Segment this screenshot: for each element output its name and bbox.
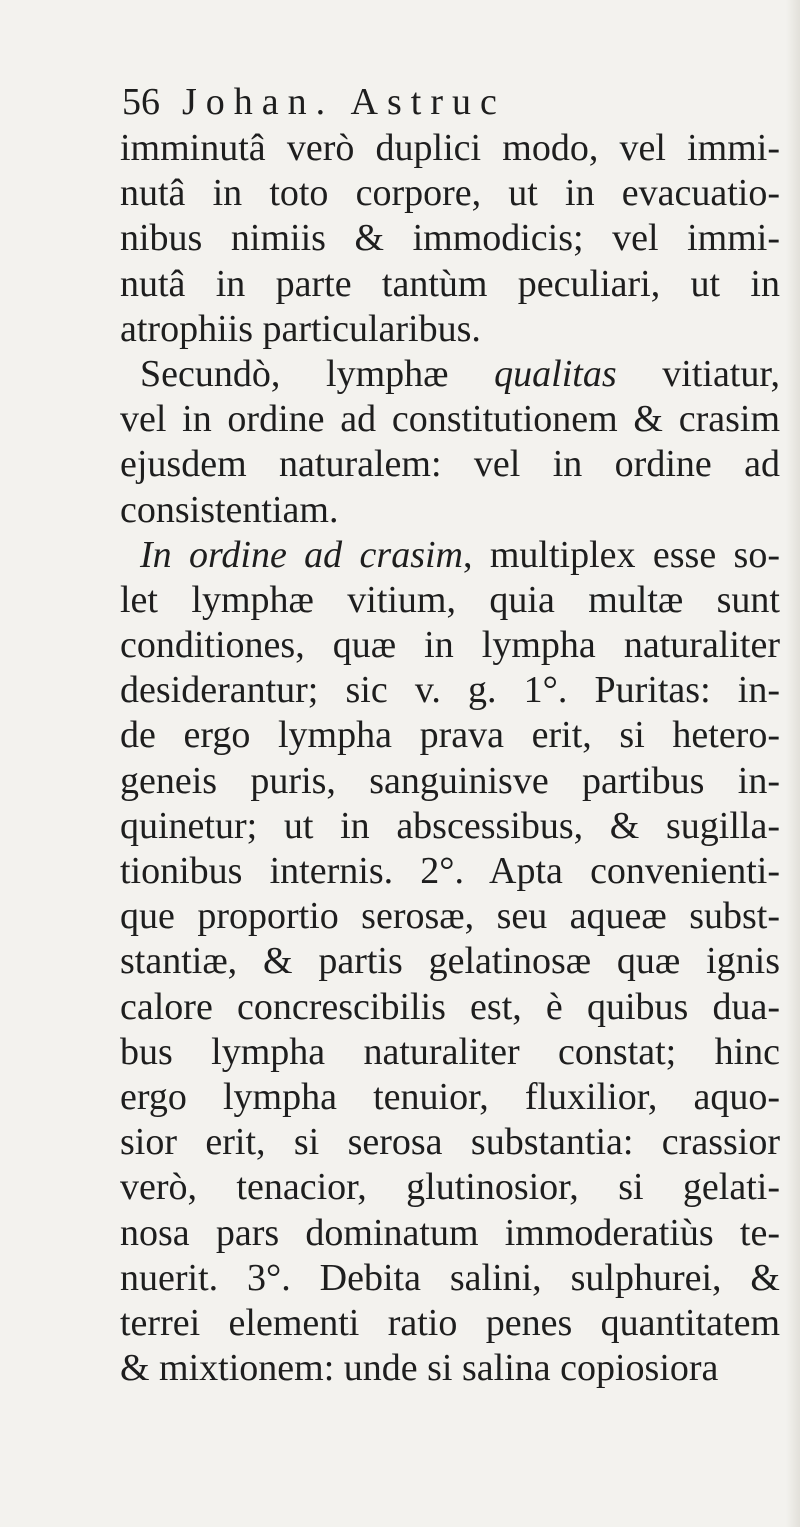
italic-phrase: qualitas [494,352,617,395]
text-line: que proportio serosæ, seu aqueæ subst- [120,895,780,938]
text-line: consistentiam. [120,488,339,531]
text-line: & mixtionem: unde si salina copiosiora [120,1347,719,1390]
text-line: stantiæ, & partis gelatinosæ quæ ignis [120,940,780,983]
text-line: ejusdem naturalem: vel in ordine ad [120,443,780,486]
text-line: quinetur; ut in abscessibus, & sugilla- [120,804,780,847]
text-line: nutâ in parte tantùm peculiari, ut in [120,262,780,305]
text-line: nutâ in toto corpore, ut in evacuatio- [120,172,780,215]
page-edge-shadow [786,0,800,1527]
text-line: geneis puris, sanguinisve partibus in- [120,759,780,802]
running-header [122,80,682,124]
text-line: calore concrescibilis est, è quibus dua- [120,985,780,1028]
text-line: terrei elementi ratio penes quantitatem [120,1301,780,1344]
text-line: imminutâ verò duplici modo, vel immi- [120,127,780,169]
body-text [120,126,780,1391]
text-line: nosa pars dominatum immoderatiùs te- [120,1211,780,1254]
page-number: 56 [122,81,160,123]
italic-phrase: In ordine ad crasim [140,533,463,576]
text-line: de ergo lympha prava erit, si hetero- [120,714,780,757]
text-line: nibus nimiis & immodicis; vel immi- [120,217,780,260]
text-line: desiderantur; sic v. g. 1°. Puritas: in- [120,669,780,712]
text-line: verò, tenacior, glutinosior, si gelati- [120,1166,780,1209]
text-line: bus lympha naturaliter constat; hinc [120,1030,780,1073]
text-line: ergo lympha tenuior, fluxilior, aquo- [120,1075,780,1118]
text-line: In ordine ad crasim, multiplex esse so- [140,533,780,576]
running-title: Johan. Astruc [182,81,506,123]
text-line: tionibus internis. 2°. Apta convenienti- [120,850,780,892]
text-line: sior erit, si serosa substantia: crassior [120,1121,780,1164]
text-line: let lymphæ vitium, quia multæ sunt [120,578,780,621]
text-line: nuerit. 3°. Debita salini, sulphurei, & [120,1256,780,1299]
text-line: Secundò, lymphæ qualitas vitiatur, [140,352,780,395]
text-line: conditiones, quæ in lympha naturaliter [120,624,780,667]
text-line: atrophiis particularibus. [120,307,481,350]
text-line: vel in ordine ad constitutionem & crasim [120,398,780,441]
